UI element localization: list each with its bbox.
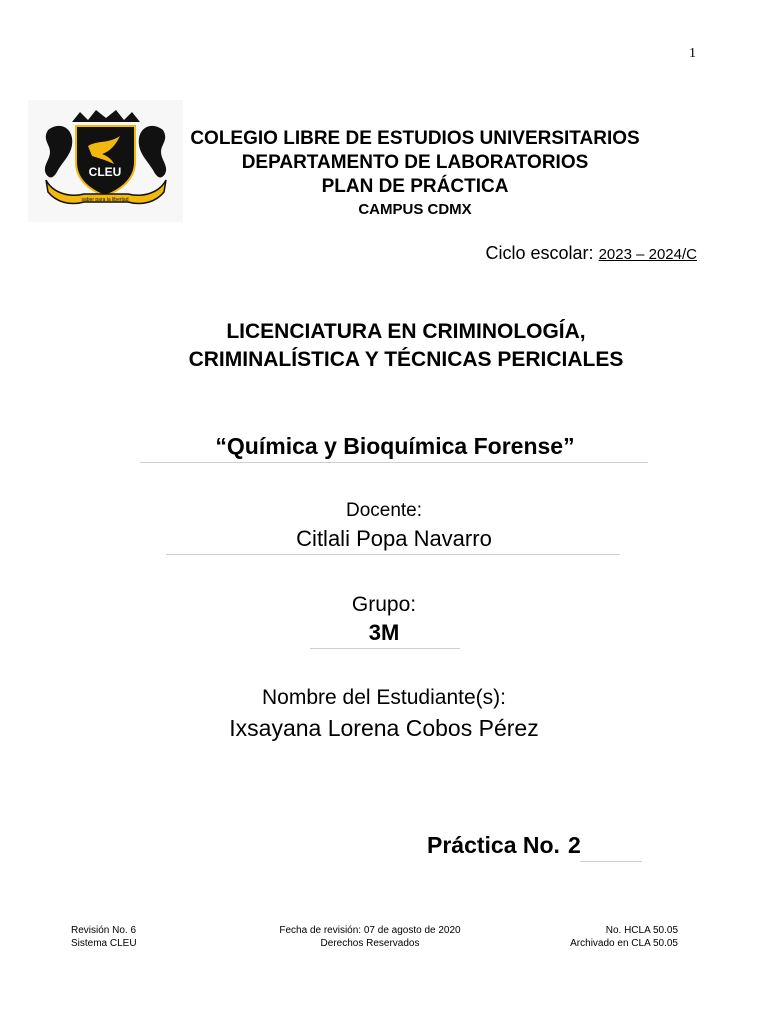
practice-label: Práctica No.	[427, 832, 560, 858]
cycle-label: Ciclo escolar:	[485, 243, 594, 263]
degree-line-1: LICENCIATURA EN CRIMINOLOGÍA,	[226, 320, 586, 343]
teacher-label: Docente:	[345, 500, 423, 521]
footer-right	[500, 924, 678, 950]
system-name: Sistema CLEU	[71, 938, 137, 949]
institution-header	[160, 127, 670, 221]
degree-line-2: CRIMINALÍSTICA Y TÉCNICAS PERICIALES	[188, 348, 624, 371]
footer-left	[71, 924, 231, 950]
cycle-value: 2023 – 2024/C	[598, 246, 697, 263]
archive-code: Archivado en CLA 50.05	[570, 938, 678, 949]
page-number: 1	[689, 46, 696, 61]
campus-name: CAMPUS CDMX	[358, 201, 472, 218]
logo-text: CLEU	[88, 165, 122, 179]
course-title: “Química y Bioquímica Forense”	[215, 433, 575, 459]
group-rule	[310, 648, 460, 649]
institution-name: COLEGIO LIBRE DE ESTUDIOS UNIVERSITARIOS	[190, 128, 640, 149]
group-value: 3M	[368, 620, 400, 645]
document-code: No. HCLA 50.05	[605, 925, 678, 936]
revision-date: Fecha de revisión: 07 de agosto de 2020	[279, 925, 461, 936]
group-label: Grupo:	[351, 593, 417, 616]
logo-motto: saber para la libertad	[81, 197, 129, 203]
student-label: Nombre del Estudiante(s):	[262, 686, 506, 709]
department-name: DEPARTAMENTO DE LABORATORIOS	[241, 152, 589, 173]
document-type: PLAN DE PRÁCTICA	[321, 176, 509, 197]
school-cycle	[380, 243, 697, 264]
teacher-rule	[166, 554, 620, 555]
student-name: Ixsayana Lorena Cobos Pérez	[229, 715, 539, 741]
practice-number	[427, 832, 667, 859]
revision-number: Revisión No. 6	[71, 925, 137, 936]
footer-center	[250, 924, 490, 950]
practice-value: 2	[567, 832, 581, 858]
degree-title	[100, 318, 712, 374]
teacher-name: Citlali Popa Navarro	[296, 526, 492, 551]
practice-rule	[580, 861, 642, 862]
rights-reserved: Derechos Reservados	[320, 938, 420, 949]
course-title-rule	[140, 462, 648, 463]
